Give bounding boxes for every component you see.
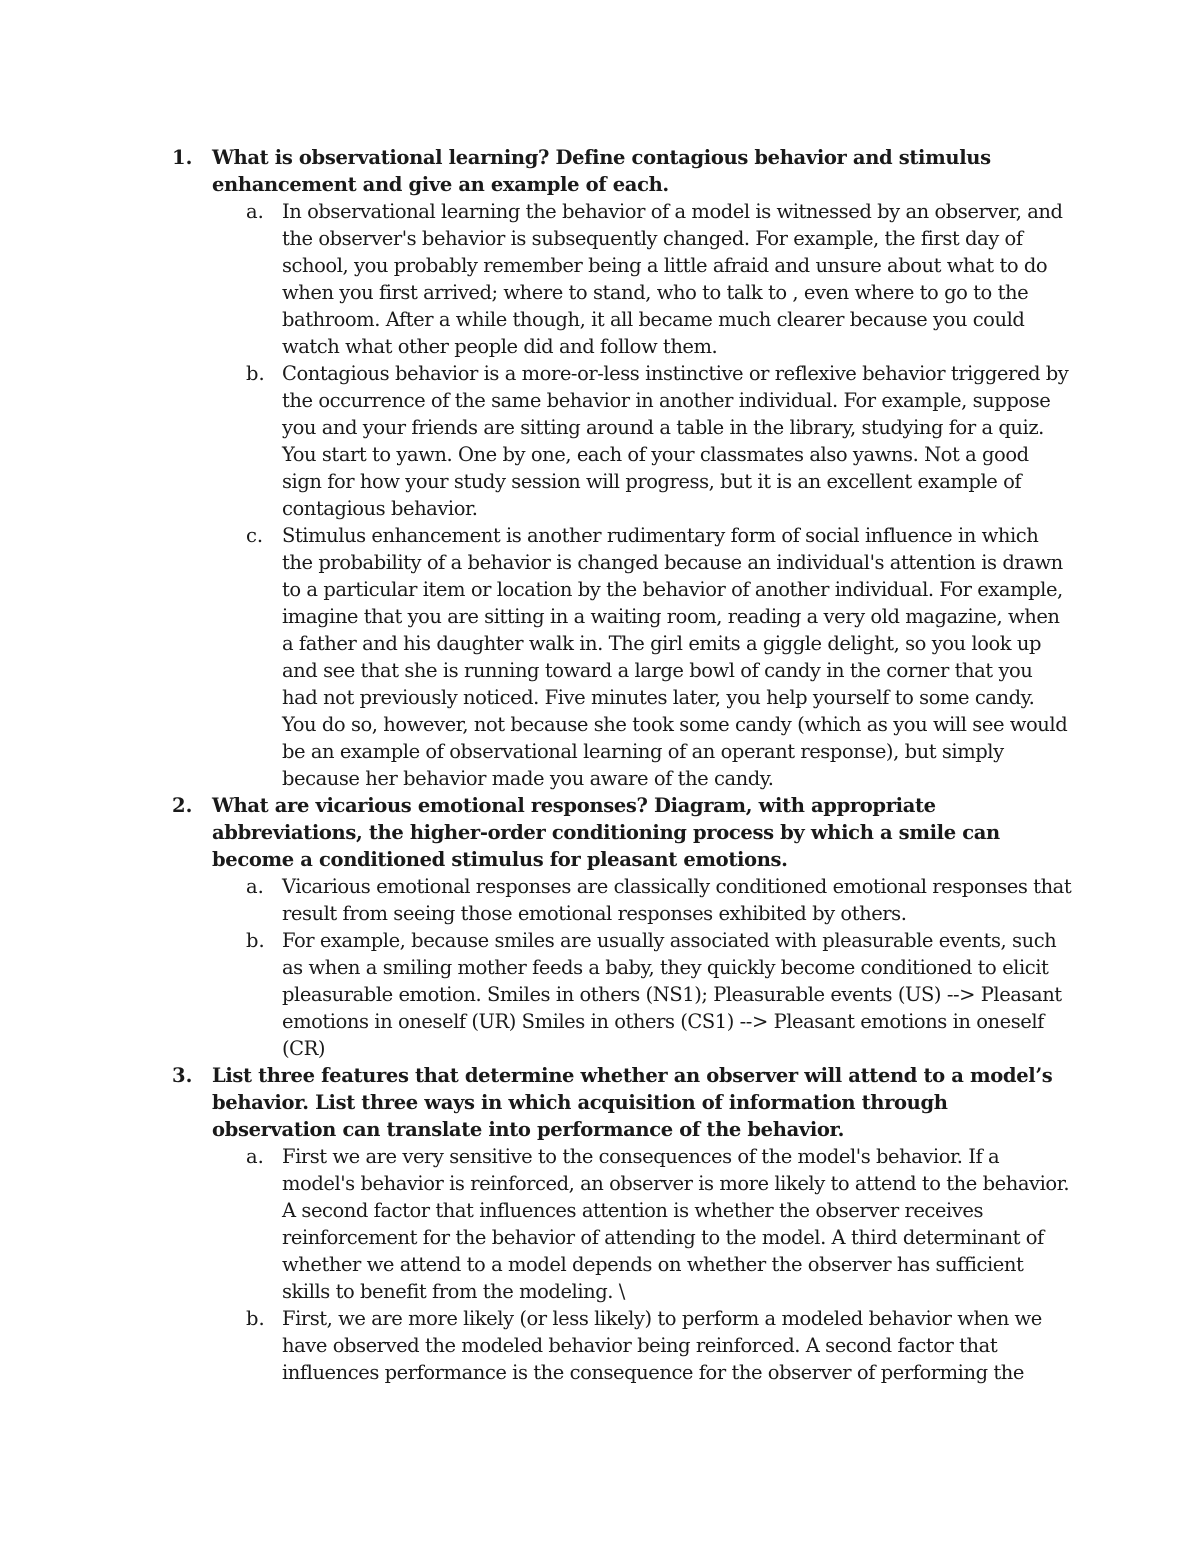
answer-list	[212, 1143, 1072, 1386]
answer-item	[212, 198, 1072, 360]
answer-item	[212, 1305, 1072, 1386]
answer-item	[212, 873, 1072, 927]
answer-text: Vicarious emotional responses are classically conditioned emotional responses that result from seeing those emotional responses exhibited by others.	[282, 875, 1072, 925]
answer-item	[212, 927, 1072, 1062]
answer-text: Contagious behavior is a more-or-less instinctive or reflexive behavior triggered by the occurrence of the same behavior in another individual. For example, suppose you and your friends are sitting around a table in the library, studying for a quiz. You start to yawn. One by one, each of your classmates also yawns. Not a good sign for how your study session will progress, but it is an excellent example of contagious behavior.	[282, 362, 1069, 520]
answer-letter: b.	[246, 1307, 265, 1330]
answer-letter: a.	[246, 875, 264, 898]
answer-item	[212, 1143, 1072, 1305]
question-list	[172, 144, 1072, 1386]
answer-text: For example, because smiles are usually associated with pleasurable events, such as when a smiling mother feeds a baby, they quickly become conditioned to elicit pleasurable emotion. Smiles in others (NS1); Pleasurable events (US) --> Pleasant emotions in oneself (UR) Smiles in others (CS1) --> Pleasant emotions in oneself (CR)	[282, 929, 1062, 1060]
question-text: List three features that determine whether an observer will attend to a model’s behavior. List three ways in which acquisition of information through observation can translate into performance of the behavior.	[212, 1064, 1053, 1141]
answer-text: First, we are more likely (or less likely) to perform a modeled behavior when we have observed the modeled behavior being reinforced. A second factor that influences performance is the consequence for the observer of performing the	[282, 1307, 1042, 1384]
question-item-2	[172, 792, 1072, 1062]
question-text: What are vicarious emotional responses? Diagram, with appropriate abbreviations, the higher-order conditioning process by which a smile can become a conditioned stimulus for pleasant emotions.	[212, 794, 1000, 871]
answer-item	[212, 522, 1072, 792]
question-number: 1.	[172, 146, 193, 169]
answer-text: Stimulus enhancement is another rudimentary form of social influence in which the probability of a behavior is changed because an individual's attention is drawn to a particular item or location by the behavior of another individual. For example, imagine that you are sitting in a waiting room, reading a very old magazine, when a father and his daughter walk in. The girl emits a giggle delight, so you look up and see that she is running toward a large bowl of candy in the corner that you had not previously noticed. Five minutes later, you help yourself to some candy. You do so, however, not because she took some candy (which as you will see would be an example of observational learning of an operant response), but simply because her behavior made you aware of the candy.	[282, 524, 1068, 790]
question-number: 2.	[172, 794, 193, 817]
answer-letter: b.	[246, 929, 265, 952]
answer-list	[212, 198, 1072, 792]
answer-text: First we are very sensitive to the consequences of the model's behavior. If a model's behavior is reinforced, an observer is more likely to attend to the behavior. A second factor that influences attention is whether the observer receives reinforcement for the behavior of attending to the model. A third determinant of whether we attend to a model depends on whether the observer has sufficient skills to benefit from the modeling. \	[282, 1145, 1070, 1303]
question-text: What is observational learning? Define contagious behavior and stimulus enhancement and give an example of each.	[212, 146, 991, 196]
answer-letter: c.	[246, 524, 264, 547]
question-item-1	[172, 144, 1072, 792]
answer-letter: b.	[246, 362, 265, 385]
answer-letter: a.	[246, 200, 264, 223]
answer-list	[212, 873, 1072, 1062]
question-item-3	[172, 1062, 1072, 1386]
answer-text: In observational learning the behavior of a model is witnessed by an observer, and the observer's behavior is subsequently changed. For example, the first day of school, you probably remember being a little afraid and unsure about what to do when you first arrived; where to stand, who to talk to , even where to go to the bathroom. After a while though, it all became much clearer because you could watch what other people did and follow them.	[282, 200, 1063, 358]
answer-letter: a.	[246, 1145, 264, 1168]
question-number: 3.	[172, 1064, 193, 1087]
answer-item	[212, 360, 1072, 522]
